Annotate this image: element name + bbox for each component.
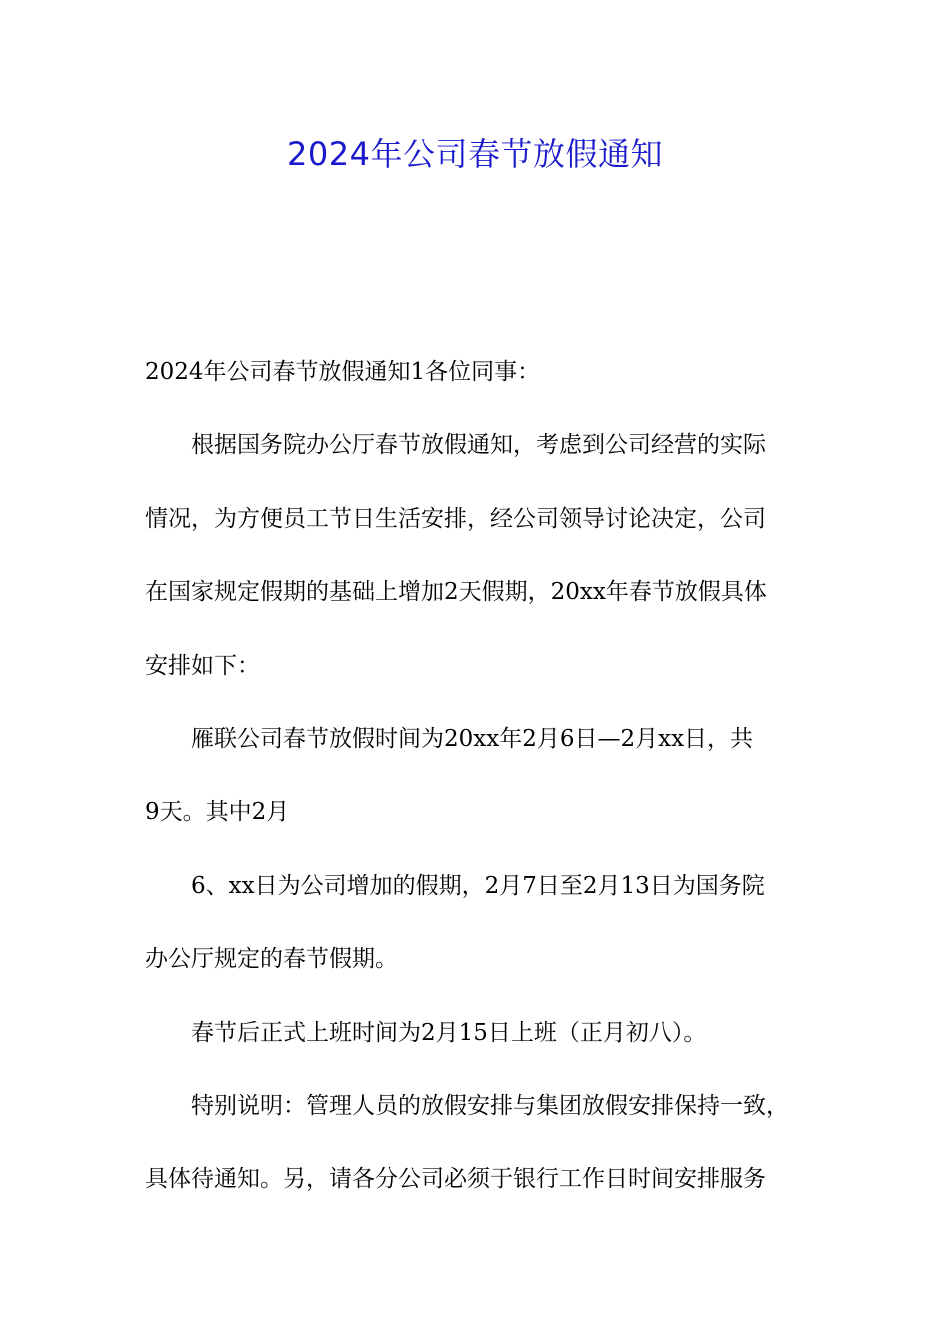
body-line-paragraph-5-start: 特别说明：管理人员的放假安排与集团放假安排保持一致， xyxy=(191,1093,789,1120)
body-line: 具体待通知。另，请各分公司必须于银行工作日时间安排服务 xyxy=(145,1166,766,1193)
document-title: 2024年公司春节放假通知 xyxy=(287,135,663,173)
body-line: 9天。其中2月 xyxy=(145,799,290,826)
body-line-paragraph-1-start: 根据国务院办公厅春节放假通知，考虑到公司经营的实际 xyxy=(191,432,766,459)
document-body xyxy=(145,336,810,1217)
body-line-paragraph-4-start: 春节后正式上班时间为2月15日上班（正月初八）。 xyxy=(191,1019,707,1046)
body-line-salutation: 2024年公司春节放假通知1各位同事： xyxy=(145,359,541,385)
body-line: 情况，为方便员工节日生活安排，经公司领导讨论决定，公司 xyxy=(145,505,766,532)
body-line: 安排如下： xyxy=(145,652,260,679)
body-line: 办公厅规定的春节假期。 xyxy=(145,946,398,973)
body-line-paragraph-3-start: 6、xx日为公司增加的假期，2月7日至2月13日为国务院 xyxy=(191,872,765,899)
body-line: 在国家规定假期的基础上增加2天假期，20xx年春节放假具体 xyxy=(145,579,767,606)
body-line-paragraph-2-start: 雁联公司春节放假时间为20xx年2月6日—2月xx日，共 xyxy=(191,726,754,753)
